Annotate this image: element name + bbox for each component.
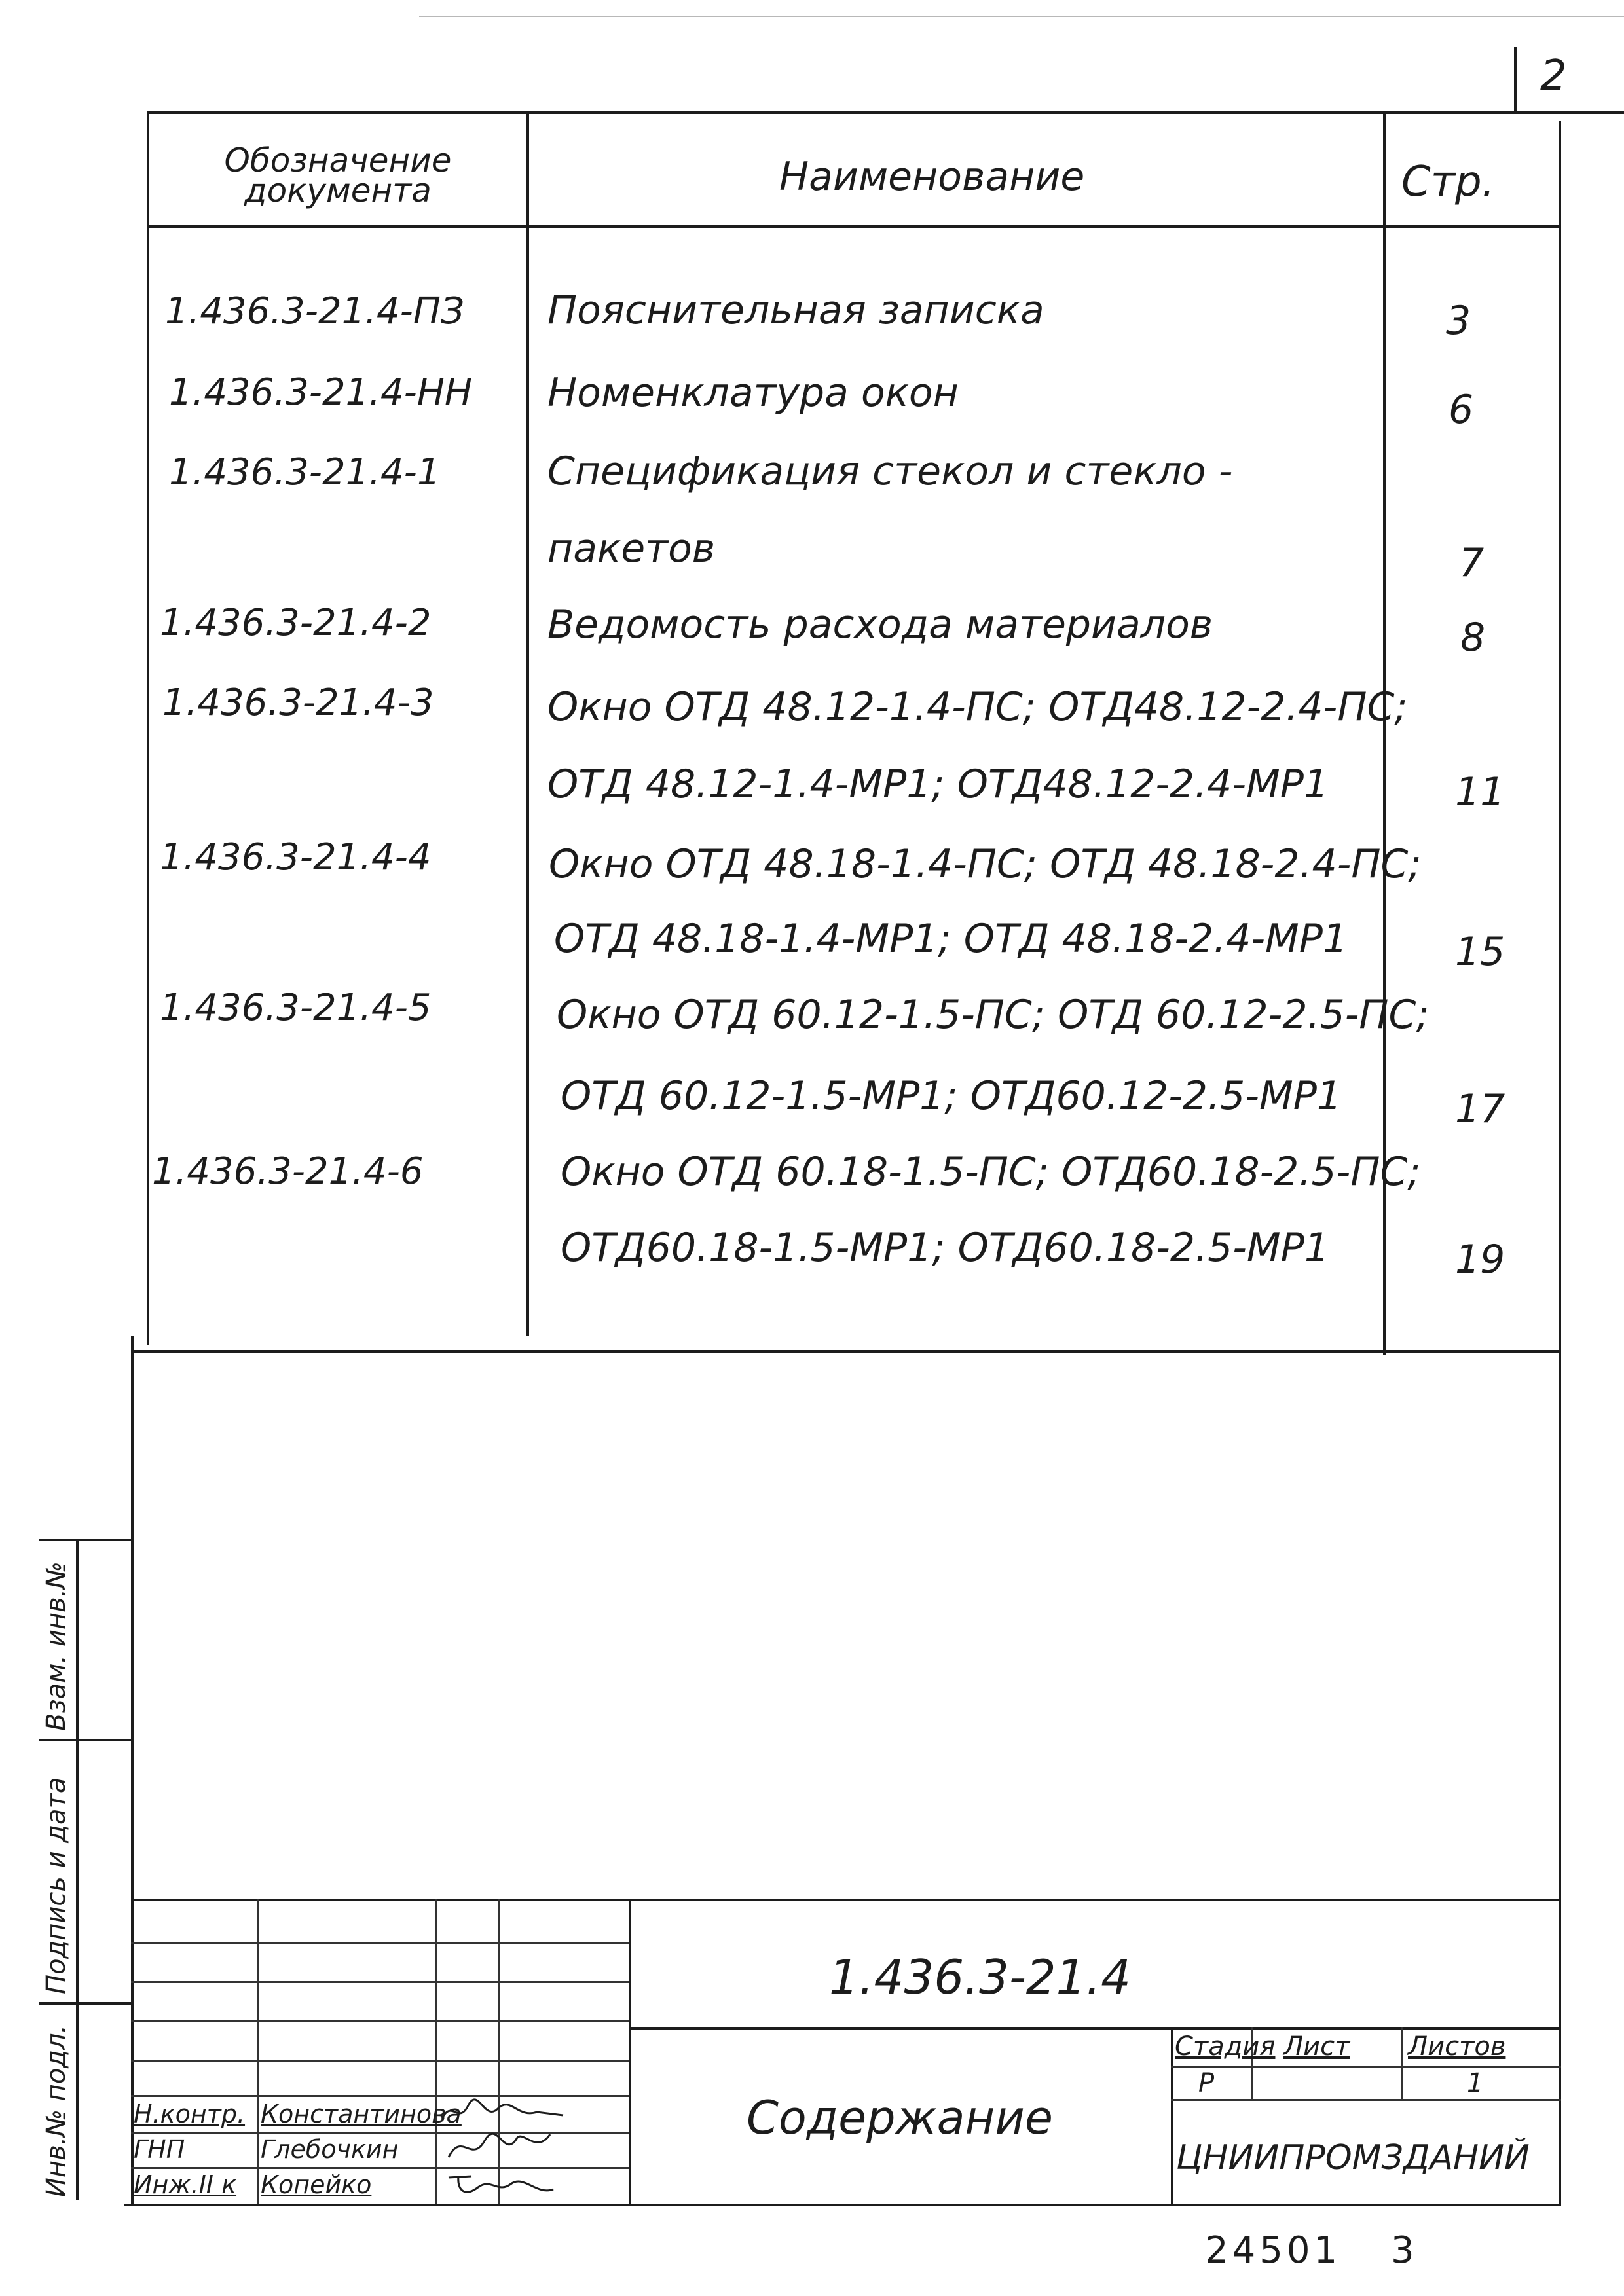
row-name-cont: ОТД 48.18-1.4-МР1; ОТД 48.18-2.4-МР1	[554, 916, 1348, 962]
name-gnp: Глебочкин	[261, 2135, 399, 2164]
signature-3	[445, 2164, 557, 2204]
row-name: Окно ОТД 60.12-1.5-ПС; ОТД 60.12-2.5-ПС;	[557, 992, 1430, 1038]
title-doc-code: 1.436.3-21.4	[829, 1950, 1132, 2005]
archive-number: 24501	[1205, 2229, 1342, 2272]
row-code: 1.436.3-21.4-1	[169, 451, 441, 494]
row-page: 15	[1455, 929, 1505, 975]
top-edge-line	[419, 16, 1624, 17]
header-designation: Обозначение документа	[224, 141, 452, 210]
row-page: 8	[1460, 615, 1486, 661]
stamp-podpis: Подпись и дата	[41, 1777, 71, 1994]
row-page: 19	[1455, 1237, 1505, 1283]
row-name: Окно ОТД 48.18-1.4-ПС; ОТД 48.18-2.4-ПС;	[549, 841, 1422, 887]
sheets-label: Листов	[1408, 2032, 1506, 2062]
row-name: Ведомость расхода материалов	[547, 602, 1213, 647]
sheet-label: Лист	[1283, 2032, 1350, 2062]
row-code: 1.436.3-21.4-НН	[169, 371, 473, 414]
row-code: 1.436.3-21.4-5	[160, 987, 432, 1029]
row-name-cont: ОТД60.18-1.5-МР1; ОТД60.18-2.5-МР1	[561, 1225, 1330, 1271]
row-code: 1.436.3-21.4-3	[162, 682, 434, 724]
row-name: Пояснительная записка	[547, 287, 1044, 333]
sheets-value: 1	[1467, 2068, 1484, 2098]
role-inzh: Инж.II к	[134, 2170, 237, 2199]
stage-value: Р	[1198, 2068, 1215, 2098]
row-name-cont: ОТД 48.12-1.4-МР1; ОТД48.12-2.4-МР1	[547, 761, 1329, 807]
sheet-number: 2	[1540, 52, 1567, 100]
header-page: Стр.	[1401, 158, 1495, 206]
row-code: 1.436.3-21.4-ПЗ	[165, 290, 464, 333]
name-inzh: Копейко	[261, 2170, 372, 2199]
row-name: Номенклатура окон	[547, 370, 959, 416]
row-page: 11	[1455, 769, 1505, 815]
row-page: 3	[1446, 298, 1471, 344]
row-code: 1.436.3-21.4-6	[152, 1150, 424, 1193]
title-text: Содержание	[747, 2091, 1053, 2145]
row-page: 7	[1459, 540, 1485, 586]
row-name: Окно ОТД 48.12-1.4-ПС; ОТД48.12-2.4-ПС;	[547, 684, 1408, 730]
signature-2	[445, 2128, 557, 2167]
organization: ЦНИИПРОМЗДАНИЙ	[1176, 2138, 1530, 2178]
page-mark: 3	[1391, 2229, 1414, 2272]
stamp-vzam: Взам. инв.№	[41, 1561, 71, 1731]
row-name: Окно ОТД 60.18-1.5-ПС; ОТД60.18-2.5-ПС;	[561, 1149, 1421, 1195]
stage-label: Стадия	[1175, 2032, 1276, 2062]
name-n-kontr: Константинова	[261, 2100, 462, 2128]
row-name-cont: пакетов	[547, 526, 716, 572]
signature-1	[439, 2092, 570, 2132]
row-name: Спецификация стекол и стекло -	[547, 448, 1233, 494]
row-page: 17	[1455, 1086, 1505, 1132]
row-name-cont: ОТД 60.12-1.5-МР1; ОТД60.12-2.5-МР1	[561, 1073, 1342, 1119]
role-n-kontr: Н.контр.	[134, 2100, 246, 2128]
row-code: 1.436.3-21.4-4	[160, 836, 432, 879]
row-page: 6	[1449, 387, 1474, 433]
header-name: Наименование	[779, 154, 1085, 200]
row-code: 1.436.3-21.4-2	[160, 602, 432, 644]
role-gnp: ГНП	[134, 2135, 185, 2164]
stamp-inv-podl: Инв.№ подл.	[41, 2024, 71, 2197]
